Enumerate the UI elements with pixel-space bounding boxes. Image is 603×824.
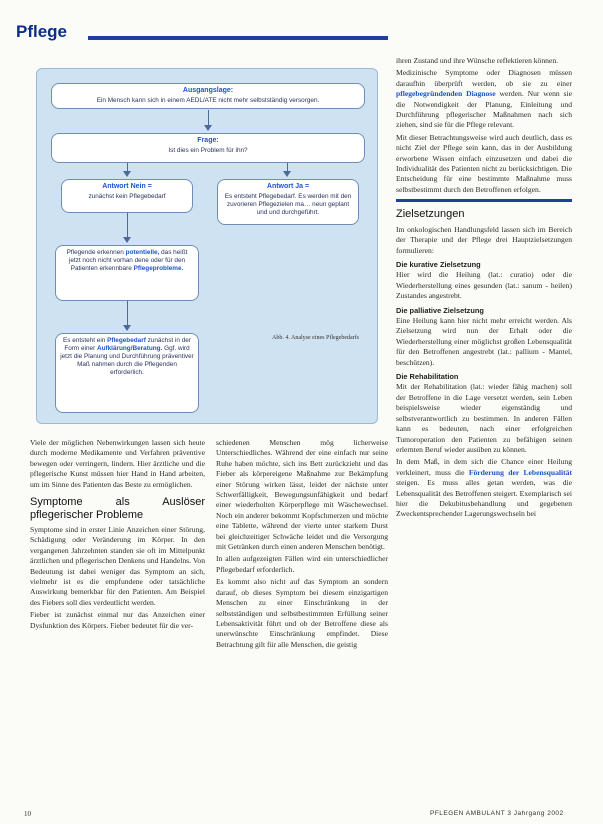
diagram-box-ausgangslage bbox=[51, 83, 365, 109]
section-heading: Symptome als Auslöser pflegerischer Probleme bbox=[30, 496, 205, 521]
connector bbox=[127, 213, 128, 239]
analysis-diagram bbox=[36, 68, 378, 424]
box-title: Antwort Nein = bbox=[102, 183, 152, 190]
paragraph: Mit der Rehabilitation (lat.: wieder fähig machen) soll der Betroffene in die Lage versetzt werden, sein Leben beispielsweise wieder eigenständig und selbstverantwortlich zu bestimmen. In anderen Fällen kann es bedeuten, nach einer erfolgreichen Tumoroperation den Patienten zu befähigen seinen erlernten Beruf wieder ausüben zu können. bbox=[396, 382, 572, 454]
arrow bbox=[123, 325, 131, 331]
section-rule bbox=[396, 199, 572, 202]
publication-footer: PFLEGEN AMBULANT 3 Jahrgang 2002 bbox=[430, 810, 564, 817]
box-text: Ist dies ein Problem für ihn? bbox=[168, 147, 248, 154]
connector bbox=[127, 301, 128, 327]
middle-column bbox=[216, 438, 388, 652]
connector bbox=[208, 110, 209, 126]
header-rule bbox=[88, 36, 388, 40]
box-emphasis: potentielle, bbox=[125, 249, 160, 256]
text: steigen. Es muss alles getan werden, was die Lebensqualität des Betroffenen steigert. Exemplarisch sei hier die Dekubitusbehandlung und gegebenen Zweckentsprechender Lagerungswechseln bei bbox=[396, 478, 572, 519]
box-title: Ausgangslage: bbox=[182, 87, 234, 94]
subheading: Die Rehabilitation bbox=[396, 372, 459, 382]
arrow bbox=[123, 171, 131, 177]
paragraph: Symptome sind in erster Linie Anzeichen einer Störung, Schädigung oder Veränderung im Körper. In den vergangenen Jahrzehnten standen sie oft im Mittelpunkt ärztlichen und pflegerischen Denkens und Handelns. Von Bedeutung ist dabei weniger das Symptom an sich, vielmehr ist es die empfundene oder tatsächliche Auswirkung bemerkbar für den Patienten. Am Beispiel des Fiebers soll dies verdeutlicht werden. bbox=[30, 525, 205, 607]
subheading: Die palliative Zielsetzung bbox=[396, 305, 484, 315]
arrow bbox=[123, 237, 131, 243]
section-heading: Zielsetzungen bbox=[396, 208, 465, 221]
box-title: Antwort Ja = bbox=[266, 183, 310, 190]
paragraph: Hier wird die Heilung (lat.: curatio) oder die Wiederherstellung eines gesunden (lat.: sanum - heilen) Zustandes angestrebt. bbox=[396, 270, 572, 301]
section-title: Pflege bbox=[16, 22, 68, 41]
emphasis: pflegebegründenden Diagnose bbox=[396, 89, 496, 99]
right-column bbox=[396, 56, 572, 522]
box-text-mid: zunächst in der Form einer bbox=[64, 337, 191, 352]
box-emphasis: Pflegeprobleme. bbox=[133, 265, 184, 272]
paragraph: Eine Heilung kann hier nicht mehr erreicht werden. Als Zielsetzung wird nun der Erhalt oder die Wiederherstellung einer möglichst großen Lebensqualität für den Betroffenen angestrebt (lat.: pallium - Mantel, beschützen). bbox=[396, 316, 572, 367]
figure-caption: Abb. 4. Analyse eines Pflegebedarfs bbox=[272, 335, 359, 341]
box-title: Frage: bbox=[197, 137, 219, 144]
box-text: Ein Mensch kann sich in einem AEDL/ATE nicht mehr selbstständig versorgen. bbox=[96, 97, 320, 104]
text: In dem Maß, in dem sich die Chance einer Heilung verkleinert, muss die bbox=[396, 457, 572, 477]
box-text: Es entsteht Pflegebedarf. Es werden mit den zuvorieren Pflegezielen ma… neun geplant und und durchgeführt. bbox=[224, 193, 352, 216]
paragraph: Fieber ist zunächst einmal nur das Anzeichen einer Dysfunktion des Körpers. Fieber bedeutet für die ver- bbox=[30, 610, 205, 630]
box-text-post: Ggf. wird jetzt die Planung und Durchführung präventiver Maß nahmen durch die Pflegenden erforderlich. bbox=[60, 345, 194, 376]
paragraph: schiedenen Menschen mög licherweise Unterschiedliches. Während der eine einfach nur seine Ruhe haben möchte, sich ins Bett zurückzieht und das Fieber als körpereigene Maßnahme zur Bekämpfung einer Störung wirken lässt, leidet der nächste unter Schwerfälligkeit, Bewegungsunfähigkeit und bedarf einer wiederholten Körperpflege mit Wäschewechsel. Noch ein anderer bekommt Kopfschmerzen und möchte eine Tablette, während der vierte unter starkem Durst bei gleichzeitiger Schwäche leidet und die Versorgung mit Getränken durch einen anderen Menschen benötigt. bbox=[216, 438, 388, 552]
arrow bbox=[283, 171, 291, 177]
diagram-box-ja bbox=[217, 179, 359, 225]
paragraph: Viele der möglichen Nebenwirkungen lassen sich heute durch moderne Medikamente und Verfahren präventive bewegen oder verringern, lindern. Hier ärztliche und die pflegerische Kunst müssen hier Hand in Hand arbeiten, um im Sinne des Patienten das Beste zu ermöglichen. bbox=[30, 438, 205, 489]
diagram-box-potentielle bbox=[55, 245, 199, 301]
paragraph: Im onkologischen Handlungsfeld lassen sich im Bereich der Therapie und der Pflege drei Hauptzielsetzungen formulieren: bbox=[396, 224, 572, 255]
box-text-mid: das heißt jetzt noch nicht vorhan dene oder für den Patienten erkennbare bbox=[68, 249, 188, 272]
diagram-box-pflegebedarf bbox=[55, 333, 199, 413]
arrow bbox=[204, 125, 212, 131]
diagram-box-nein bbox=[61, 179, 193, 213]
paragraph: Mit dieser Betrachtungsweise wird auch deutlich, dass es nicht Ziel der Pflege sein kann, das in der Ausbildung erworbene Wissen einfach einzusetzen und dabei die Individualität des Patienten nicht zu berücksichtigen. Die Entscheidung für eine bestimmte Maßnahme muss selbstbestimmt durch den Betroffenen erfolgen. bbox=[396, 132, 572, 194]
left-column bbox=[30, 438, 205, 633]
paragraph bbox=[396, 457, 572, 519]
page-number: 10 bbox=[24, 810, 31, 818]
paragraph bbox=[396, 68, 572, 130]
emphasis: Förderung der Lebensqualität bbox=[468, 467, 573, 477]
paragraph: Es kommt also nicht auf das Symptom an sondern darauf, ob dieses Symptom bei diesem einzigartigen Menschen zu einer Einschränkung in der selbstständigen und selbstbestimmten Erfüllung seiner Lebensaktivität führt und ob der Betroffene diese als unerwünschte Einschränkung empfindet. Diese Betrachtung gilt für alle Menschen, die geistig bbox=[216, 577, 388, 649]
box-emphasis: Aufklärung/Beratung. bbox=[96, 345, 163, 352]
subheading: Die kurative Zielsetzung bbox=[396, 260, 481, 269]
box-text-pre: Es entsteht ein bbox=[63, 337, 108, 344]
text: werden. Nur wenn sie die Notwendigkeit der Planung, Einleitung und Durchführung pflegerischer Maßnahmen nach sich ziehen, sind sie für die Pflege relevant. bbox=[396, 89, 572, 130]
paragraph: ihren Zustand und ihre Wünsche reflektieren können. bbox=[396, 56, 559, 65]
paragraph: In allen aufgezeigten Fällen wird ein unterschiedlicher Pflegebedarf erforderlich. bbox=[216, 554, 388, 574]
box-text-pre: Pflegende erkennen bbox=[66, 249, 126, 256]
text: Medizinische Symptome oder Diagnosen müssen daraufhin überprüft werden, ob sie zu einer bbox=[396, 68, 572, 88]
diagram-box-frage bbox=[51, 133, 365, 163]
box-emphasis: Pflegebedarf bbox=[107, 337, 146, 344]
box-text: zunächst kein Pflegebedarf bbox=[88, 193, 166, 200]
